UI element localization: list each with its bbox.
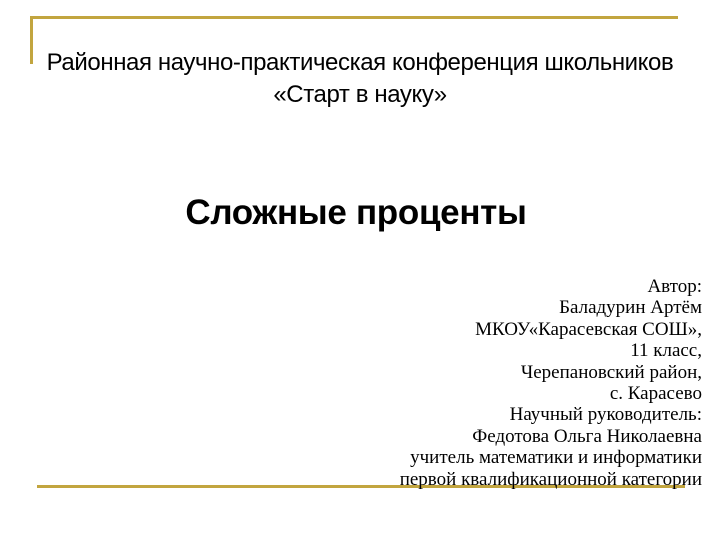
author-village: с. Карасево: [609, 383, 702, 405]
conference-title: [0, 47, 720, 111]
conference-title-line1: Районная научно-практическая конференция школьников: [46, 49, 674, 76]
advisor-label: Научный руководитель:: [509, 404, 702, 426]
advisor-name: Федотова Ольга Николаевна: [472, 425, 702, 447]
author-label: Автор:: [647, 276, 702, 297]
author-district: Черепановский район,: [520, 361, 702, 383]
author-name: Баладурин Артём: [559, 297, 702, 319]
conference-title-line2: «Старт в науку»: [273, 81, 447, 108]
advisor-role: учитель математики и информатики: [410, 447, 702, 469]
author-grade: 11 класс,: [630, 340, 702, 362]
top-accent-line: [30, 16, 678, 19]
author-block: [282, 276, 702, 490]
slide-subtitle: Сложные проценты: [185, 193, 527, 232]
advisor-category: первой квалификационной категории: [399, 468, 702, 490]
author-school: МКОУ«Карасевская СОШ»,: [475, 318, 702, 340]
